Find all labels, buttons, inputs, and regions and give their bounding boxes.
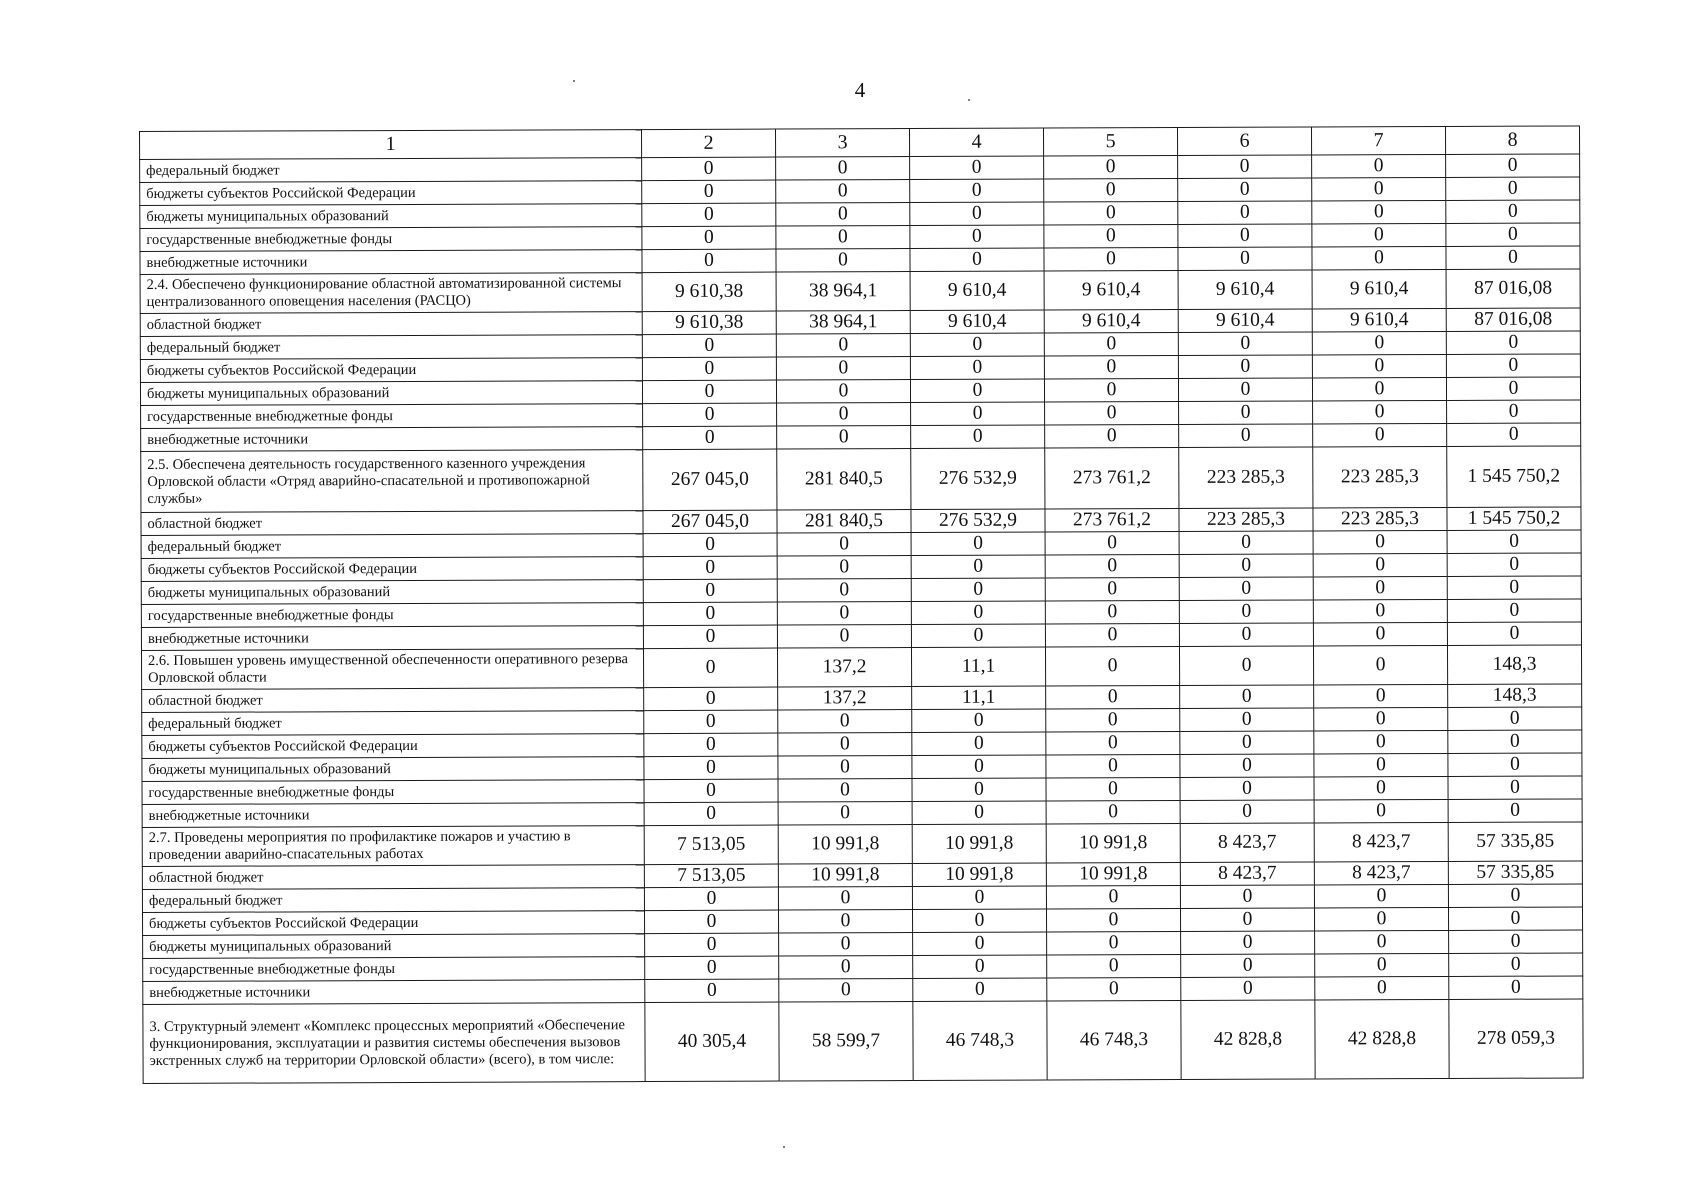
table-row-measure (141, 446, 1581, 513)
value-cell: 0 (1180, 685, 1314, 709)
value-cell: 0 (1178, 224, 1312, 248)
value-cell: 0 (1181, 954, 1315, 978)
value-cell: 10 991,8 (912, 863, 1046, 887)
value-cell: 0 (912, 755, 1046, 779)
value-cell: 0 (1045, 532, 1179, 556)
value-cell: 0 (778, 910, 912, 934)
value-cell: 0 (1045, 425, 1179, 449)
value-cell: 0 (1315, 953, 1449, 977)
value-cell: 0 (1180, 908, 1314, 932)
value-cell: 273 761,2 (1045, 509, 1179, 533)
value-cell: 57 335,85 (1448, 822, 1582, 862)
table-row-measure (143, 999, 1583, 1084)
value-cell: 0 (1448, 730, 1582, 754)
value-cell: 0 (1181, 977, 1315, 1001)
value-cell: 0 (1446, 200, 1580, 224)
value-cell: 1 545 750,2 (1447, 507, 1581, 531)
value-cell: 0 (643, 556, 777, 580)
value-cell: 10 991,8 (1046, 824, 1180, 864)
column-number: 8 (1445, 126, 1579, 155)
value-cell: 0 (1178, 247, 1312, 271)
value-cell: 1 545 750,2 (1447, 446, 1581, 508)
value-cell: 278 059,3 (1449, 999, 1583, 1079)
value-cell: 0 (912, 801, 1046, 825)
value-cell: 0 (911, 555, 1045, 579)
value-cell: 10 991,8 (912, 824, 1046, 864)
column-number: 7 (1311, 126, 1445, 155)
value-cell: 0 (1179, 577, 1313, 601)
value-cell: 267 045,0 (643, 510, 777, 534)
row-label: областной бюджет (142, 865, 644, 890)
value-cell: 223 285,3 (1313, 446, 1447, 508)
value-cell: 0 (911, 601, 1045, 625)
value-cell: 0 (1447, 576, 1581, 600)
value-cell: 0 (911, 624, 1045, 648)
row-label: государственные внебюджетные фонды (140, 227, 642, 252)
value-cell: 57 335,85 (1448, 861, 1582, 885)
scan-speck (783, 1146, 785, 1148)
value-cell: 0 (910, 179, 1044, 203)
value-cell: 9 610,38 (642, 272, 776, 312)
value-cell: 0 (910, 333, 1044, 357)
value-cell: 46 748,3 (913, 1001, 1047, 1081)
value-cell: 0 (642, 249, 776, 273)
value-cell: 0 (1045, 624, 1179, 648)
value-cell: 0 (1447, 530, 1581, 554)
row-label: внебюджетные источники (141, 626, 643, 651)
row-label: федеральный бюджет (142, 888, 644, 913)
value-cell: 0 (1179, 600, 1313, 624)
value-cell: 0 (1448, 799, 1582, 823)
row-label: областной бюджет (142, 688, 644, 713)
value-cell: 0 (1181, 931, 1315, 955)
row-label: бюджеты субъектов Российской Федерации (140, 181, 642, 206)
value-cell: 0 (644, 756, 778, 780)
value-cell: 42 828,8 (1181, 1000, 1315, 1080)
value-cell: 0 (912, 778, 1046, 802)
value-cell: 0 (1312, 354, 1446, 378)
value-cell: 0 (913, 955, 1047, 979)
value-cell: 9 610,4 (1178, 270, 1312, 310)
value-cell: 276 532,9 (911, 509, 1045, 533)
value-cell: 0 (1178, 178, 1312, 202)
value-cell: 0 (645, 933, 779, 957)
row-label: внебюджетные источники (142, 803, 644, 828)
row-label: федеральный бюджет (142, 711, 644, 736)
value-cell: 0 (912, 709, 1046, 733)
row-label: федеральный бюджет (140, 158, 642, 183)
value-cell: 0 (1046, 709, 1180, 733)
value-cell: 0 (1044, 356, 1178, 380)
value-cell: 0 (644, 687, 778, 711)
value-cell: 0 (1449, 930, 1583, 954)
row-label: 2.7. Проведены мероприятия по профилактике пожаров и участию в проведении аварийно-спасательных работах (142, 826, 644, 867)
value-cell: 9 610,4 (910, 271, 1044, 311)
value-cell: 0 (912, 886, 1046, 910)
budget-table (139, 125, 1584, 1084)
value-cell: 0 (643, 403, 777, 427)
value-cell: 11,1 (911, 647, 1045, 687)
value-cell: 223 285,3 (1179, 447, 1313, 509)
value-cell: 0 (776, 157, 910, 181)
value-cell: 0 (912, 732, 1046, 756)
value-cell: 0 (644, 887, 778, 911)
value-cell: 0 (1447, 423, 1581, 447)
value-cell: 0 (1179, 646, 1313, 686)
value-cell: 87 016,08 (1446, 308, 1580, 332)
value-cell: 11,1 (912, 686, 1046, 710)
row-label: внебюджетные источники (140, 250, 642, 275)
row-label: внебюджетные источники (143, 980, 645, 1005)
value-cell: 0 (1448, 753, 1582, 777)
value-cell: 0 (1448, 776, 1582, 800)
value-cell: 137,2 (778, 687, 912, 711)
value-cell: 38 964,1 (776, 311, 910, 335)
value-cell: 0 (776, 380, 910, 404)
value-cell: 8 423,7 (1180, 862, 1314, 886)
value-cell: 0 (1180, 885, 1314, 909)
row-label: областной бюджет (140, 312, 642, 337)
value-cell: 0 (1449, 953, 1583, 977)
value-cell: 0 (1044, 379, 1178, 403)
value-cell: 9 610,4 (1044, 271, 1178, 311)
value-cell: 276 532,9 (911, 448, 1045, 510)
row-label: бюджеты субъектов Российской Федерации (143, 911, 645, 936)
table-row-measure (141, 645, 1581, 690)
value-cell: 0 (1313, 645, 1447, 685)
value-cell: 8 423,7 (1314, 861, 1448, 885)
value-cell: 0 (644, 802, 778, 826)
value-cell: 0 (1179, 424, 1313, 448)
column-number: 5 (1043, 128, 1177, 157)
value-cell: 137,2 (777, 648, 911, 688)
value-cell: 7 513,05 (644, 864, 778, 888)
value-cell: 0 (777, 556, 911, 580)
value-cell: 0 (1045, 555, 1179, 579)
value-cell: 9 610,4 (1178, 309, 1312, 333)
value-cell: 148,3 (1448, 684, 1582, 708)
value-cell: 0 (643, 602, 777, 626)
value-cell: 0 (1447, 553, 1581, 577)
value-cell: 0 (777, 426, 911, 450)
value-cell: 0 (1313, 553, 1447, 577)
row-label: 2.6. Повышен уровень имущественной обеспеченности оперативного резерва Орловской области (141, 649, 643, 690)
value-cell: 0 (777, 579, 911, 603)
value-cell: 0 (642, 357, 776, 381)
value-cell: 0 (1448, 707, 1582, 731)
value-cell: 0 (1449, 976, 1583, 1000)
value-cell: 281 840,5 (777, 449, 911, 511)
value-cell: 0 (1446, 377, 1580, 401)
value-cell: 0 (1179, 531, 1313, 555)
value-cell: 0 (910, 356, 1044, 380)
value-cell: 0 (778, 802, 912, 826)
value-cell: 9 610,4 (1044, 310, 1178, 334)
row-label: государственные внебюджетные фонды (143, 957, 645, 982)
row-label: государственные внебюджетные фонды (142, 780, 644, 805)
value-cell: 0 (1179, 401, 1313, 425)
table-body (140, 154, 1584, 1084)
value-cell: 0 (1313, 423, 1447, 447)
value-cell: 0 (910, 225, 1044, 249)
value-cell: 0 (1312, 200, 1446, 224)
value-cell: 0 (910, 379, 1044, 403)
value-cell: 0 (1313, 622, 1447, 646)
column-number: 3 (775, 129, 909, 158)
value-cell: 0 (1044, 156, 1178, 180)
value-cell: 0 (642, 334, 776, 358)
value-cell: 0 (779, 933, 913, 957)
value-cell: 0 (776, 203, 910, 227)
value-cell: 0 (644, 710, 778, 734)
value-cell: 0 (779, 956, 913, 980)
value-cell: 0 (777, 602, 911, 626)
value-cell: 0 (1312, 246, 1446, 270)
value-cell: 0 (1180, 754, 1314, 778)
value-cell: 9 610,4 (910, 310, 1044, 334)
value-cell: 0 (1315, 976, 1449, 1000)
value-cell: 8 423,7 (1180, 823, 1314, 863)
value-cell: 0 (1178, 332, 1312, 356)
value-cell: 0 (1180, 777, 1314, 801)
value-cell: 46 748,3 (1047, 1001, 1181, 1081)
value-cell: 0 (911, 578, 1045, 602)
value-cell: 0 (776, 357, 910, 381)
scan-speck (968, 99, 970, 101)
value-cell: 0 (1314, 884, 1448, 908)
value-cell: 0 (777, 625, 911, 649)
row-label: федеральный бюджет (140, 335, 642, 360)
value-cell: 0 (1044, 248, 1178, 272)
value-cell: 0 (643, 625, 777, 649)
value-cell: 0 (1180, 731, 1314, 755)
value-cell: 0 (1314, 907, 1448, 931)
value-cell: 0 (911, 402, 1045, 426)
row-label: бюджеты субъектов Российской Федерации (140, 358, 642, 383)
value-cell: 0 (642, 380, 776, 404)
row-label: 2.5. Обеспечена деятельность государственного казенного учреждения Орловской области «Отряд аварийно-спасательной и противопожарной службы» (141, 450, 643, 513)
value-cell: 0 (1446, 354, 1580, 378)
row-label: бюджеты муниципальных образований (140, 204, 642, 229)
value-cell: 7 513,05 (644, 825, 778, 865)
value-cell: 0 (910, 248, 1044, 272)
value-cell: 0 (643, 579, 777, 603)
value-cell: 0 (778, 756, 912, 780)
table-row-measure (142, 822, 1582, 867)
value-cell: 0 (776, 249, 910, 273)
value-cell: 0 (1044, 225, 1178, 249)
page-number: 4 (854, 78, 866, 102)
row-label: областной бюджет (141, 511, 643, 536)
value-cell: 0 (913, 978, 1047, 1002)
value-cell: 0 (1046, 886, 1180, 910)
row-label: бюджеты муниципальных образований (142, 757, 644, 782)
value-cell: 0 (1315, 930, 1449, 954)
row-label: внебюджетные источники (141, 427, 643, 452)
value-cell: 0 (1446, 154, 1580, 178)
value-cell: 0 (644, 733, 778, 757)
value-cell: 0 (1314, 684, 1448, 708)
value-cell: 148,3 (1447, 645, 1581, 685)
row-label: бюджеты муниципальных образований (141, 580, 643, 605)
value-cell: 87 016,08 (1446, 269, 1580, 309)
value-cell: 0 (1178, 355, 1312, 379)
value-cell: 0 (910, 202, 1044, 226)
value-cell: 9 610,4 (1312, 308, 1446, 332)
row-label: государственные внебюджетные фонды (141, 603, 643, 628)
value-cell: 0 (1312, 331, 1446, 355)
value-cell: 0 (1312, 223, 1446, 247)
value-cell: 267 045,0 (643, 449, 777, 511)
value-cell: 0 (1045, 601, 1179, 625)
value-cell: 0 (912, 909, 1046, 933)
row-label: 3. Структурный элемент «Комплекс процессных мероприятий «Обеспечение функционирования, эксплуатации и развития системы обеспечения вызовов экстренных служб на территории Орловской области» (всего), в том числе: (143, 1003, 645, 1084)
table-row-measure (140, 269, 1580, 314)
value-cell: 0 (1312, 154, 1446, 178)
value-cell: 0 (1446, 246, 1580, 270)
value-cell: 0 (643, 533, 777, 557)
value-cell: 0 (1313, 599, 1447, 623)
value-cell: 0 (1045, 402, 1179, 426)
value-cell: 0 (1044, 179, 1178, 203)
value-cell: 0 (777, 403, 911, 427)
value-cell: 0 (776, 334, 910, 358)
value-cell: 58 599,7 (779, 1002, 913, 1082)
value-cell: 0 (1045, 647, 1179, 687)
value-cell: 0 (910, 156, 1044, 180)
value-cell: 0 (913, 932, 1047, 956)
value-cell: 0 (1313, 576, 1447, 600)
value-cell: 0 (911, 532, 1045, 556)
value-cell: 0 (1448, 884, 1582, 908)
value-cell: 0 (1047, 955, 1181, 979)
value-cell: 0 (1046, 732, 1180, 756)
value-cell: 0 (1045, 578, 1179, 602)
value-cell: 0 (778, 733, 912, 757)
value-cell: 223 285,3 (1179, 508, 1313, 532)
value-cell: 38 964,1 (776, 272, 910, 312)
column-number: 1 (140, 130, 642, 160)
value-cell: 0 (911, 425, 1045, 449)
row-label: федеральный бюджет (141, 534, 643, 559)
value-cell: 0 (643, 648, 777, 688)
value-cell: 10 991,8 (1046, 863, 1180, 887)
value-cell: 0 (1446, 177, 1580, 201)
row-label: бюджеты муниципальных образований (143, 934, 645, 959)
value-cell: 0 (1313, 530, 1447, 554)
value-cell: 0 (1447, 400, 1581, 424)
value-cell: 0 (1312, 177, 1446, 201)
value-cell: 0 (1312, 377, 1446, 401)
value-cell: 0 (1178, 378, 1312, 402)
row-label: бюджеты муниципальных образований (140, 381, 642, 406)
column-number: 6 (1177, 127, 1311, 156)
value-cell: 0 (778, 710, 912, 734)
row-label: бюджеты субъектов Российской Федерации (142, 734, 644, 759)
value-cell: 0 (1179, 554, 1313, 578)
value-cell: 0 (1447, 622, 1581, 646)
value-cell: 42 828,8 (1315, 999, 1449, 1079)
value-cell: 40 305,4 (645, 1002, 779, 1082)
value-cell: 0 (777, 533, 911, 557)
value-cell: 0 (1314, 707, 1448, 731)
column-number: 2 (641, 129, 775, 158)
value-cell: 0 (1046, 909, 1180, 933)
value-cell: 0 (1180, 800, 1314, 824)
value-cell: 0 (1314, 730, 1448, 754)
value-cell: 0 (644, 779, 778, 803)
value-cell: 0 (776, 226, 910, 250)
value-cell: 0 (642, 203, 776, 227)
value-cell: 0 (776, 180, 910, 204)
value-cell: 0 (1046, 755, 1180, 779)
value-cell: 0 (1448, 907, 1582, 931)
value-cell: 0 (1178, 155, 1312, 179)
value-cell: 0 (1314, 799, 1448, 823)
value-cell: 0 (642, 226, 776, 250)
value-cell: 0 (1313, 400, 1447, 424)
value-cell: 281 840,5 (777, 510, 911, 534)
scan-speck (573, 80, 575, 82)
value-cell: 10 991,8 (778, 825, 912, 865)
value-cell: 0 (1178, 201, 1312, 225)
value-cell: 0 (645, 956, 779, 980)
value-cell: 10 991,8 (778, 864, 912, 888)
value-cell: 0 (1047, 978, 1181, 1002)
value-cell: 0 (1046, 686, 1180, 710)
value-cell: 0 (1044, 202, 1178, 226)
value-cell: 0 (644, 910, 778, 934)
value-cell: 0 (1179, 623, 1313, 647)
row-label: 2.4. Обеспечено функционирование областной автоматизированной системы централизованного оповещения населения (РАСЦО) (140, 273, 642, 314)
value-cell: 0 (778, 887, 912, 911)
value-cell: 223 285,3 (1313, 507, 1447, 531)
value-cell: 0 (1046, 778, 1180, 802)
value-cell: 0 (1044, 333, 1178, 357)
value-cell: 0 (1314, 776, 1448, 800)
value-cell: 9 610,4 (1312, 269, 1446, 309)
value-cell: 0 (1046, 801, 1180, 825)
value-cell: 0 (778, 779, 912, 803)
value-cell: 0 (643, 426, 777, 450)
value-cell: 0 (1446, 331, 1580, 355)
row-label: бюджеты субъектов Российской Федерации (141, 557, 643, 582)
value-cell: 0 (1447, 599, 1581, 623)
value-cell: 273 761,2 (1045, 448, 1179, 510)
value-cell: 8 423,7 (1314, 822, 1448, 862)
value-cell: 0 (779, 979, 913, 1003)
value-cell: 0 (1314, 753, 1448, 777)
value-cell: 0 (1047, 932, 1181, 956)
column-number: 4 (909, 128, 1043, 157)
row-label: государственные внебюджетные фонды (141, 404, 643, 429)
value-cell: 0 (642, 180, 776, 204)
value-cell: 0 (645, 979, 779, 1003)
value-cell: 0 (642, 157, 776, 181)
value-cell: 9 610,38 (642, 311, 776, 335)
value-cell: 0 (1446, 223, 1580, 247)
value-cell: 0 (1180, 708, 1314, 732)
